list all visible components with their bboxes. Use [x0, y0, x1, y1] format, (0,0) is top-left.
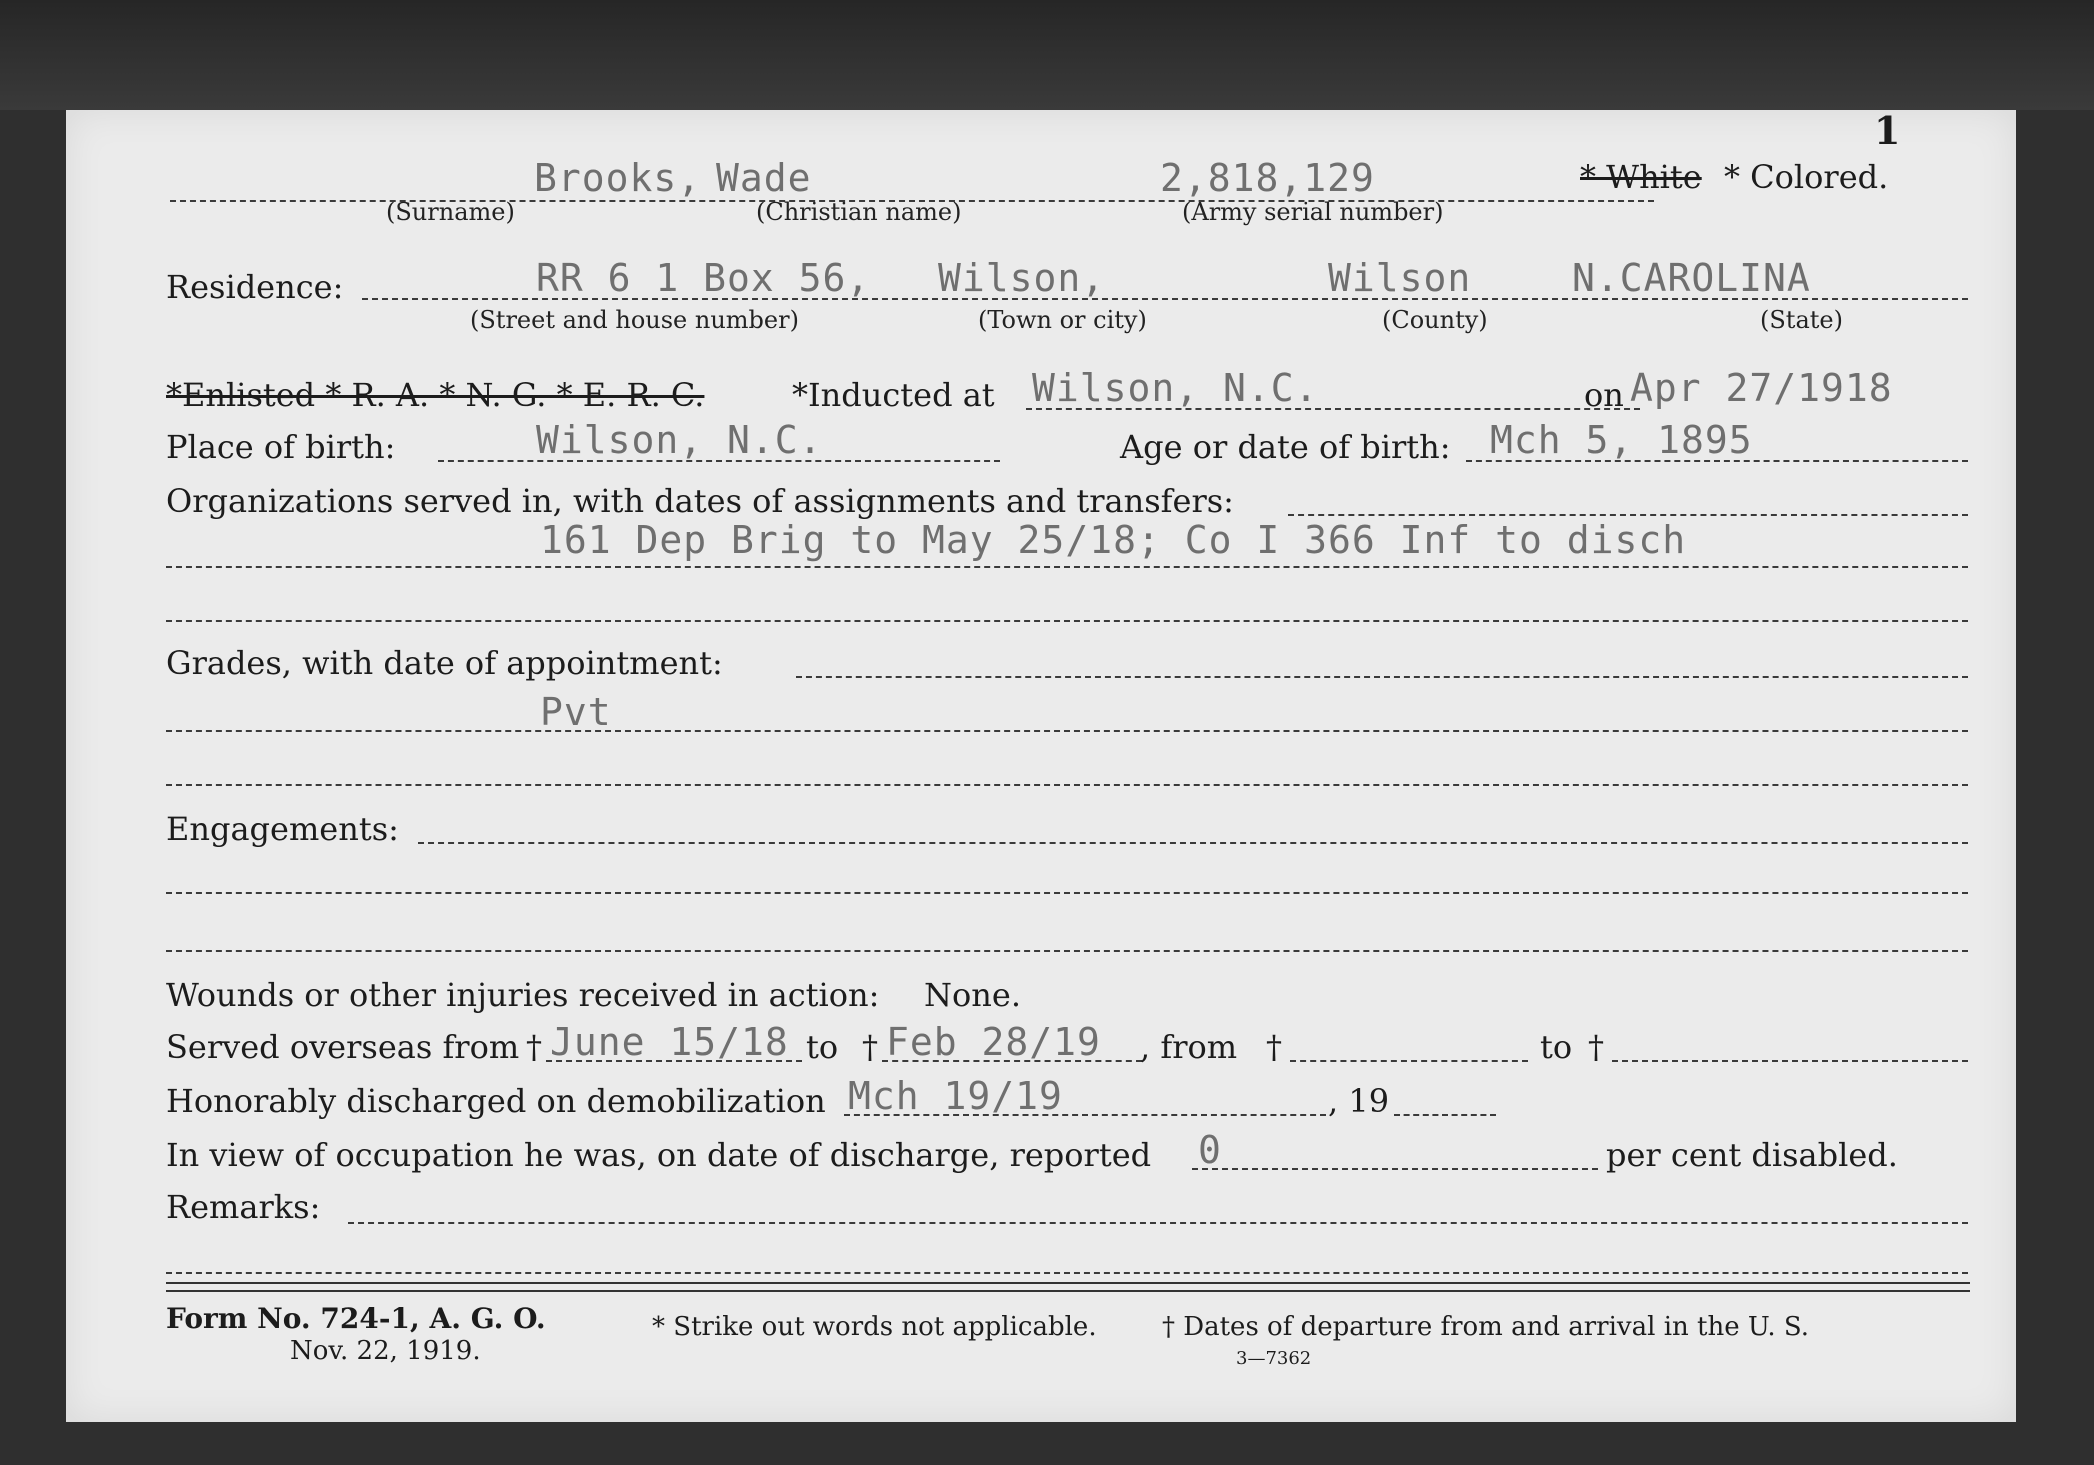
town-caption: (Town or city)	[978, 306, 1147, 334]
discharge-year-line	[1394, 1114, 1496, 1116]
organizations-value: 161 Dep Brig to May 25/18; Co I 366 Inf to disch	[540, 518, 1687, 562]
birth-place-label: Place of birth:	[166, 428, 396, 466]
residence-label: Residence:	[166, 268, 344, 306]
colored-option: * Colored.	[1724, 158, 1889, 196]
inducted-place-value: Wilson, N.C.	[1032, 366, 1319, 410]
overseas-to-label-2: to	[1540, 1028, 1573, 1066]
overseas-label: Served overseas from	[166, 1028, 520, 1066]
overseas-dagger-4: †	[1588, 1028, 1604, 1066]
form-number: Form No. 724-1, A. G. O.	[166, 1302, 546, 1335]
organizations-label: Organizations served in, with dates of assignments and transfers:	[166, 482, 1234, 520]
overseas-from-label-2: , from	[1140, 1028, 1238, 1066]
enlistment-options-struck: *Enlisted * R. A. * N. G. * E. R. C.	[166, 376, 705, 414]
grades-line-3	[166, 784, 1968, 786]
surname-value: Brooks,	[534, 156, 702, 200]
birth-place-value: Wilson, N.C.	[536, 418, 823, 462]
discharge-label: Honorably discharged on demobilization	[166, 1082, 826, 1120]
christian-name-value: Wade	[716, 156, 812, 200]
street-caption: (Street and house number)	[470, 306, 799, 334]
grades-line-2	[166, 730, 1968, 732]
engagements-label: Engagements:	[166, 810, 399, 848]
serial-number-value: 2,818,129	[1160, 156, 1375, 200]
grades-label: Grades, with date of appointment:	[166, 644, 723, 682]
overseas-from-line-2	[1290, 1060, 1528, 1062]
engagements-line-1	[418, 842, 1968, 844]
service-record-card	[66, 110, 2016, 1422]
discharge-date: Mch 19/19	[848, 1074, 1063, 1118]
footer-rule-2	[166, 1290, 1970, 1292]
grades-value: Pvt	[540, 690, 612, 734]
overseas-to-label: to	[806, 1028, 839, 1066]
overseas-to-date: Feb 28/19	[886, 1020, 1101, 1064]
state-caption: (State)	[1760, 306, 1843, 334]
disability-line	[1192, 1168, 1598, 1170]
birth-date-label: Age or date of birth:	[1120, 428, 1451, 466]
discharge-year-label: , 19	[1328, 1082, 1390, 1120]
white-option: * White	[1580, 158, 1702, 196]
overseas-to-line-2	[1612, 1060, 1968, 1062]
disability-suffix: per cent disabled.	[1606, 1136, 1898, 1174]
organizations-line-3	[166, 620, 1968, 622]
engagements-line-2	[166, 892, 1968, 894]
scan-background	[0, 0, 2094, 110]
residence-state-value: N.CAROLINA	[1572, 256, 1811, 300]
page-number: 1	[1874, 108, 1901, 153]
grades-line-1	[796, 676, 1968, 678]
on-label: on	[1584, 376, 1624, 414]
birth-date-value: Mch 5, 1895	[1490, 418, 1753, 462]
residence-county-value: Wilson	[1328, 256, 1472, 300]
organizations-line-2	[166, 566, 1968, 568]
disability-value: 0	[1198, 1128, 1222, 1172]
form-date: Nov. 22, 1919.	[290, 1336, 481, 1366]
footer-rule-1	[166, 1282, 1970, 1284]
residence-street-value: RR 6 1 Box 56,	[536, 256, 871, 300]
inducted-date-value: Apr 27/1918	[1630, 366, 1893, 410]
disability-label: In view of occupation he was, on date of discharge, reported	[166, 1136, 1152, 1174]
remarks-line-1	[348, 1222, 1968, 1224]
wounds-label: Wounds or other injuries received in action:	[166, 976, 880, 1014]
engagements-line-3	[166, 950, 1968, 952]
surname-caption: (Surname)	[386, 198, 515, 226]
overseas-dagger-3: †	[1266, 1028, 1282, 1066]
remarks-label: Remarks:	[166, 1188, 321, 1226]
strike-out-note: * Strike out words not applicable.	[652, 1312, 1097, 1342]
wounds-value: None.	[924, 976, 1021, 1014]
overseas-from-date: June 15/18	[550, 1020, 789, 1064]
dates-note: † Dates of departure from and arrival in the U. S.	[1162, 1312, 1810, 1342]
overseas-dagger-2: †	[862, 1028, 878, 1066]
organizations-line-1	[1288, 514, 1968, 516]
remarks-line-2	[166, 1272, 1968, 1274]
inducted-label: *Inducted at	[792, 376, 995, 414]
christian-name-caption: (Christian name)	[756, 198, 962, 226]
overseas-dagger-1: †	[526, 1028, 542, 1066]
serial-number-caption: (Army serial number)	[1182, 198, 1444, 226]
residence-town-value: Wilson,	[938, 256, 1106, 300]
county-caption: (County)	[1382, 306, 1488, 334]
print-code: 3—7362	[1236, 1348, 1312, 1369]
